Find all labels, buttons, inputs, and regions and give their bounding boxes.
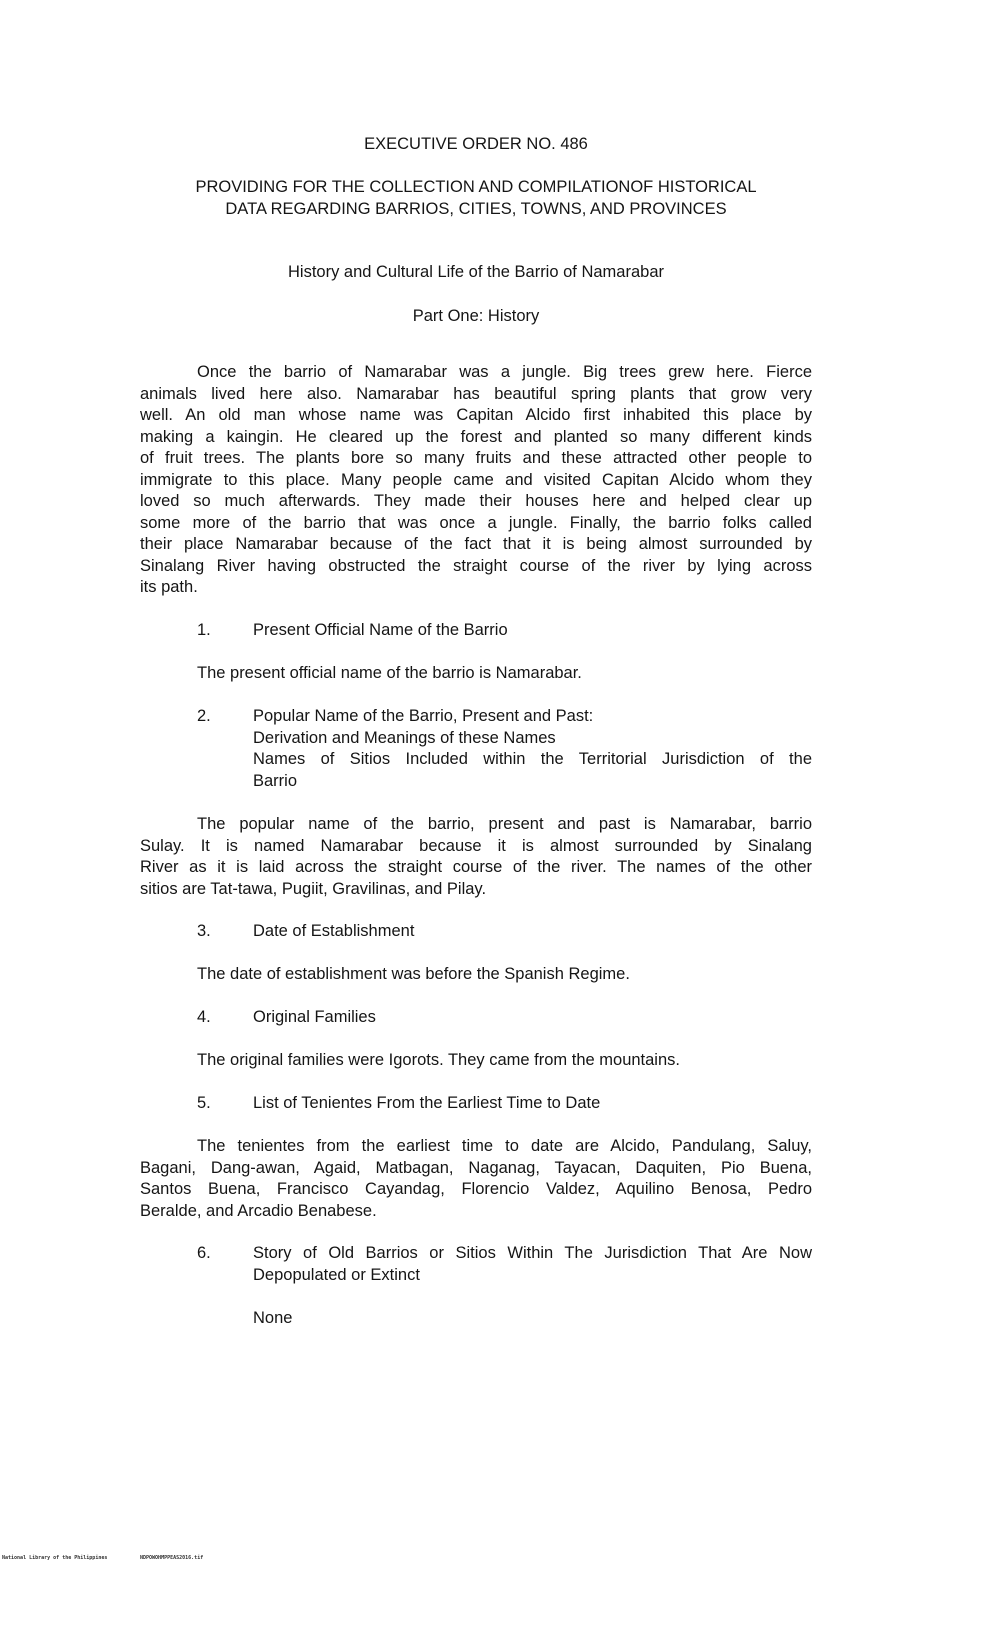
section-body [140,964,812,986]
intro-line: animals lived here also. Namarabar has beautiful spring plants that grow very [140,384,812,403]
section-body-line: River as it is laid across the straight course of the river. The names of the other [140,858,812,876]
section-label-line: Barrio [253,771,298,790]
section-label-line: Derivation and Meanings of these Names [253,728,556,747]
section-number: 4. [197,1008,211,1026]
intro-line: its path. [140,578,198,596]
section-body-line: The date of establishment was before the Spanish Regime. [197,965,630,983]
subtitle-line: PROVIDING FOR THE COLLECTION AND COMPILATIONOF HISTORICAL [195,178,757,196]
footer-file-id: NDPOWOHMPPEAS2016.tif [140,1555,204,1561]
section-label-line: Popular Name of the Barrio, Present and Past: [253,707,594,725]
section-body-line: The popular name of the barrio, present and past is Namarabar, barrio [197,815,812,833]
section-body-line: Bagani, Dang-awan, Agaid, Matbagan, Naganag, Tayacan, Daquiten, Pio Buena, [140,1158,812,1177]
footer-library: National Library of the Philippines [2,1555,108,1561]
section-label-line: Story of Old Barrios or Sitios Within The Jurisdiction That Are Now [253,1244,812,1262]
document-title: EXECUTIVE ORDER NO. 486 [364,135,588,153]
part-heading: Part One: History [412,307,540,325]
section-label [253,1007,812,1029]
section-body-line: Sulay. It is named Namarabar because it is almost surrounded by Sinalang [140,836,812,855]
section-number: 5. [197,1094,211,1112]
section-body-line: The original families were Igorots. They came from the mountains. [197,1051,680,1069]
section-label-line: Depopulated or Extinct [253,1265,420,1284]
intro-line: well. An old man whose name was Capitan Alcido first inhabited this place by [140,406,812,424]
section-label-line: Date of Establishment [253,922,415,940]
section-label-line: Present Official Name of the Barrio [253,621,508,639]
part-heading-block [140,305,812,327]
document-title-block [140,133,812,155]
intro-line: loved so much afterwards. They made their houses here and helped clear up [140,492,812,510]
section-label [253,1243,812,1286]
section-label-line: List of Tenientes From the Earliest Time to Date [253,1094,601,1112]
section-label-line: Original Families [253,1008,376,1026]
section-label [253,1093,812,1115]
section-number: 2. [197,707,211,725]
document-heading: History and Cultural Life of the Barrio of Namarabar [287,263,664,281]
section-label-line: Names of Sitios Included within the Territorial Jurisdiction of the [253,750,812,768]
intro-line: Once the barrio of Namarabar was a jungle. Big trees grew here. Fierce [197,363,812,381]
subtitle-line: DATA REGARDING BARRIOS, CITIES, TOWNS, AND PROVINCES [225,200,727,218]
section-body-line: The present official name of the barrio is Namarabar. [197,664,582,682]
section-body-line: Beralde, and Arcadio Benabese. [140,1201,377,1220]
intro-line: of fruit trees. The plants bore so many fruits and these attracted other people to [140,449,812,467]
section-body [140,1050,812,1072]
section-body [140,814,812,900]
section-label [253,706,812,792]
section-number: 3. [197,922,211,940]
document-heading-block [140,261,812,283]
section-label [253,620,812,642]
intro-line: some more of the barrio that was once a jungle. Finally, the barrio folks called [140,513,812,532]
intro-paragraph [140,362,812,599]
section-body [253,1308,812,1330]
section-body-line: None [253,1309,293,1327]
section-number: 1. [197,621,211,639]
section-body [140,663,812,685]
section-label [253,921,812,943]
section-body [140,1136,812,1222]
intro-line: immigrate to this place. Many people came and visited Capitan Alcido whom they [140,470,812,489]
intro-line: their place Namarabar because of the fact that it is being almost surrounded by [140,535,812,553]
section-body-line: The tenientes from the earliest time to date are Alcido, Pandulang, Saluy, [197,1137,812,1155]
intro-line: Sinalang River having obstructed the straight course of the river by lying across [140,556,812,575]
section-body-line: Santos Buena, Francisco Cayandag, Florencio Valdez, Aquilino Benosa, Pedro [140,1180,812,1198]
document-subtitle [140,176,812,220]
section-body-line: sitios are Tat-tawa, Pugiit, Gravilinas, and Pilay. [140,879,487,898]
intro-line: making a kaingin. He cleared up the forest and planted so many different kinds [140,427,812,446]
section-number: 6. [197,1244,211,1262]
